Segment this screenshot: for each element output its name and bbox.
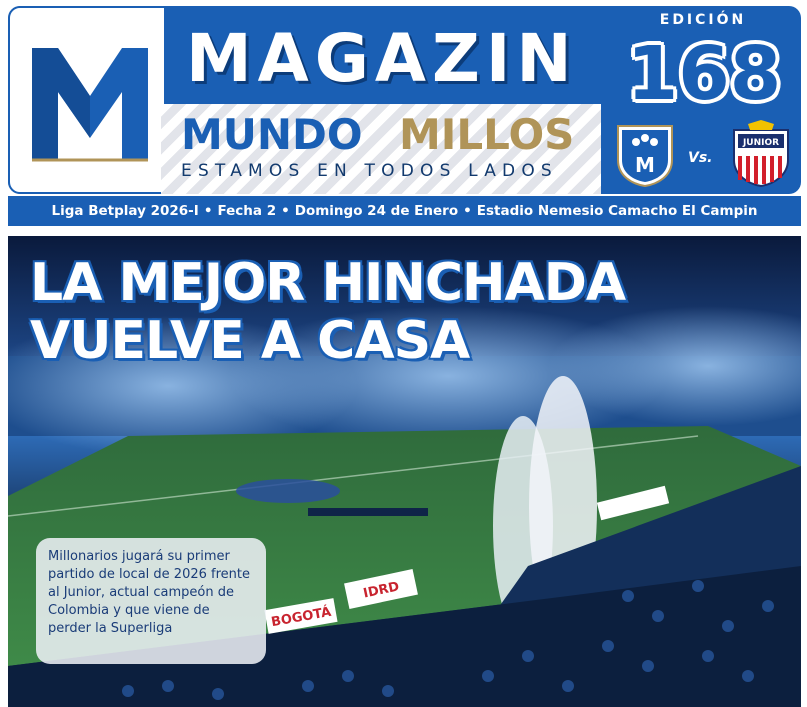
brand-band bbox=[161, 104, 601, 194]
magazine-title: MAGAZIN bbox=[186, 20, 578, 97]
away-crest-text: JUNIOR bbox=[742, 138, 780, 148]
slogan: ESTAMOS EN TODOS LADOS bbox=[181, 161, 558, 181]
matchday-label: Fecha 2 bbox=[217, 203, 277, 219]
magazine-header bbox=[8, 6, 801, 194]
match-info-bar bbox=[8, 196, 801, 226]
junior-crest-icon bbox=[728, 120, 794, 188]
home-crest-letter: M bbox=[635, 153, 655, 177]
edition-label: EDICIÓN bbox=[659, 12, 747, 28]
stadium-name: Estadio Nemesio Camacho El Campin bbox=[476, 203, 758, 219]
separator: • bbox=[281, 203, 290, 219]
match-date: Domingo 24 de Enero bbox=[294, 203, 459, 219]
separator: • bbox=[463, 203, 472, 219]
m-logo-icon bbox=[10, 8, 168, 194]
competition-label: Liga Betplay 2026-I bbox=[51, 203, 199, 219]
ad-board-idrd: IDRD bbox=[361, 579, 401, 602]
brand-secondary: MILLOS bbox=[399, 110, 575, 159]
separator: • bbox=[203, 203, 213, 219]
brand-primary: MUNDO bbox=[181, 110, 363, 159]
headline bbox=[30, 254, 650, 370]
headline-line-2: VUELVE A CASA bbox=[30, 311, 470, 371]
photo-caption: Millonarios jugará su primer partido de local de 2026 frente al Junior, actual campeón de Colombia y que viene de perder la Superliga bbox=[36, 538, 266, 664]
millonarios-crest-icon bbox=[612, 122, 678, 188]
hero-section bbox=[8, 236, 801, 707]
versus-label: Vs. bbox=[688, 150, 713, 166]
magazine-logo bbox=[8, 6, 166, 194]
edition-number: 168 bbox=[626, 31, 782, 117]
headline-line-1: LA MEJOR HINCHADA bbox=[30, 253, 626, 313]
ad-board-bogota: BOGOTÁ bbox=[270, 604, 333, 631]
